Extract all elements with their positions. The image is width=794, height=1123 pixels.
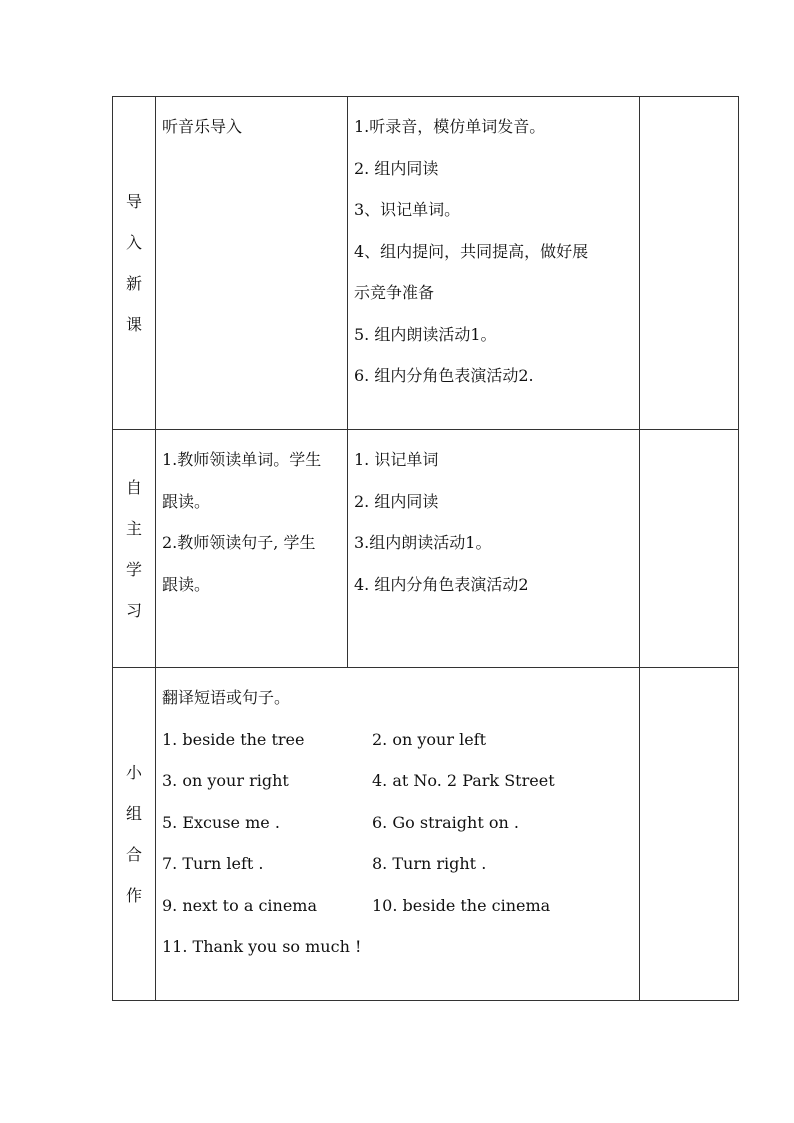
label-char: 主 — [125, 518, 142, 538]
translation-exercise-cell — [156, 668, 640, 1001]
phrase-item: 7. Turn left . — [162, 854, 264, 873]
label-char: 课 — [125, 315, 142, 334]
student-line: 示竞争准备 — [354, 283, 435, 302]
student-line: 2. 组内同读 — [354, 158, 439, 178]
notes-cell — [640, 430, 739, 668]
label-char: 入 — [125, 233, 142, 252]
student-line: 6. 组内分角色表演活动2. — [354, 366, 534, 385]
phrase-item: 2. on your left — [372, 729, 487, 749]
phrase-item: 5. Excuse me . — [162, 812, 280, 832]
label-char: 组 — [125, 804, 142, 823]
phrase-item: 9. next to a cinema — [162, 895, 317, 915]
label-char: 新 — [125, 274, 142, 293]
phrase-item: 10. beside the cinema — [372, 895, 551, 915]
teacher-line: 1.教师领读单词。学生 — [162, 450, 322, 469]
phrase-row — [162, 719, 633, 761]
table-row — [113, 97, 739, 430]
student-activity-cell — [348, 97, 640, 430]
phrase-row — [162, 843, 633, 885]
section-label-group-work — [113, 668, 156, 1001]
teacher-line: 听音乐导入 — [162, 117, 243, 136]
label-char: 学 — [125, 559, 142, 579]
phrase-item: 4. at No. 2 Park Street — [372, 771, 555, 790]
student-line: 4、组内提问，共同提高，做好展 — [354, 241, 589, 261]
teacher-activity-cell — [156, 97, 348, 430]
phrase-row — [162, 885, 633, 927]
phrase-item: 1. beside the tree — [162, 729, 305, 749]
label-char: 小 — [125, 763, 142, 782]
label-char: 作 — [125, 886, 142, 905]
notes-cell — [640, 668, 739, 1001]
teacher-line: 2.教师领读句子, 学生 — [162, 533, 316, 552]
student-line: 3.组内朗读活动1。 — [354, 533, 492, 552]
label-char: 合 — [125, 845, 142, 864]
teacher-activity-cell — [156, 430, 348, 668]
teacher-line: 跟读。 — [162, 574, 211, 594]
phrase-item: 8. Turn right . — [372, 854, 487, 873]
phrase-item: 6. Go straight on . — [372, 812, 519, 832]
label-char: 自 — [125, 477, 142, 497]
exercise-heading: 翻译短语或句子。 — [162, 688, 291, 707]
table-row — [113, 668, 739, 1001]
student-line: 1. 识记单词 — [354, 450, 439, 469]
section-label-intro — [113, 97, 156, 430]
phrase-row — [162, 926, 633, 968]
student-line: 2. 组内同读 — [354, 491, 439, 511]
student-line: 4. 组内分角色表演活动2 — [354, 574, 529, 594]
phrase-item: 11. Thank you so much ! — [162, 937, 362, 956]
student-line: 5. 组内朗读活动1。 — [354, 324, 497, 344]
section-label-self-study — [113, 430, 156, 668]
teacher-line: 跟读。 — [162, 491, 211, 511]
phrase-item: 3. on your right — [162, 771, 289, 790]
student-line: 1.听录音，模仿单词发音。 — [354, 117, 546, 136]
table-row — [113, 430, 739, 668]
phrase-row — [162, 802, 633, 844]
student-line: 3、识记单词。 — [354, 200, 461, 219]
lesson-plan-table — [112, 96, 739, 1001]
label-char: 习 — [125, 600, 142, 620]
student-activity-cell — [348, 430, 640, 668]
phrase-row — [162, 760, 633, 802]
label-char: 导 — [125, 192, 142, 211]
notes-cell — [640, 97, 739, 430]
